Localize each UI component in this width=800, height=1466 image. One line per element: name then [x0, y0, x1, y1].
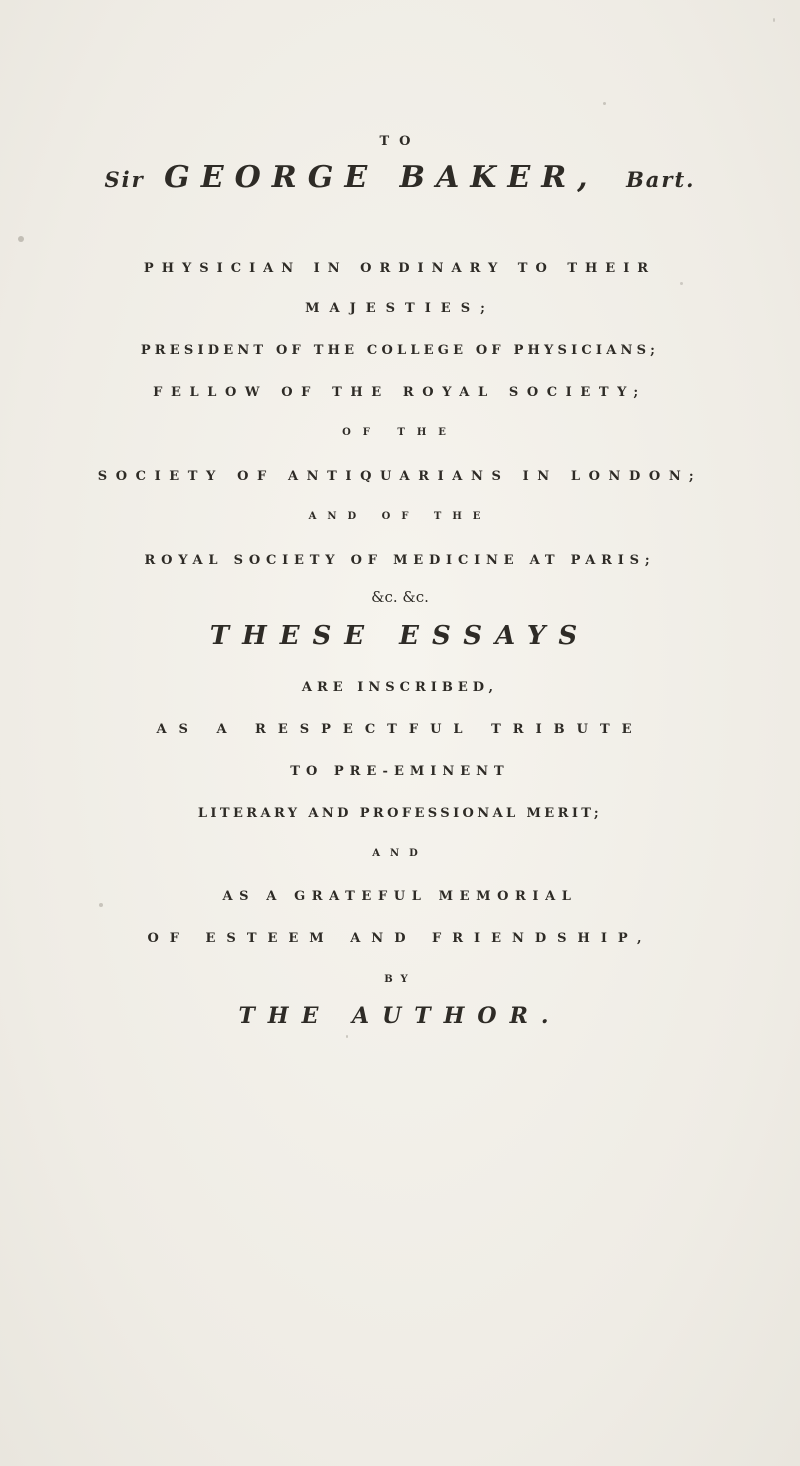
title-line: AND OF THE [308, 511, 492, 522]
inscription-line: LITERARY AND PROFESSIONAL MERIT; [197, 806, 603, 821]
title-line: SOCIETY OF ANTIQUARIANS IN LONDON; [97, 469, 703, 484]
paper-speck [680, 282, 683, 285]
inscription-line: OF ESTEEM AND FRIENDSHIP, [147, 931, 653, 946]
author-signature: THE AUTHOR. [238, 1003, 562, 1029]
name-prefix: Sir [104, 167, 145, 192]
paper-speck [773, 18, 775, 22]
paper-speck [603, 102, 606, 105]
dedication-to: TO [379, 134, 421, 149]
inscription-line: AND [372, 848, 428, 859]
inscription-line: TO PRE-EMINENT [290, 764, 510, 779]
inscription-line: AS A RESPECTFUL TRIBUTE [156, 722, 644, 737]
title-line: MAJESTIES; [305, 301, 495, 316]
title-line: OF THE [342, 427, 458, 438]
title-line: PHYSICIAN IN ORDINARY TO THEIR [143, 261, 657, 276]
name-main: GEORGE BAKER, [164, 160, 599, 195]
dedicatee-name [0, 160, 800, 195]
inscription-line: ARE INSCRIBED, [301, 680, 499, 695]
paper-speck [346, 1035, 348, 1038]
etcetera: &c. &c. [371, 588, 429, 606]
essays-title: THESE ESSAYS [209, 621, 591, 651]
paper-speck [99, 903, 103, 907]
title-line: FELLOW OF THE ROYAL SOCIETY; [153, 385, 647, 400]
name-suffix: Bart. [626, 167, 696, 192]
inscription-line: AS A GRATEFUL MEMORIAL [222, 889, 578, 904]
title-line: PRESIDENT OF THE COLLEGE OF PHYSICIANS; [140, 343, 660, 358]
inscription-line: BY [384, 974, 416, 985]
paper-speck [18, 236, 24, 242]
title-line: ROYAL SOCIETY OF MEDICINE AT PARIS; [144, 553, 656, 568]
